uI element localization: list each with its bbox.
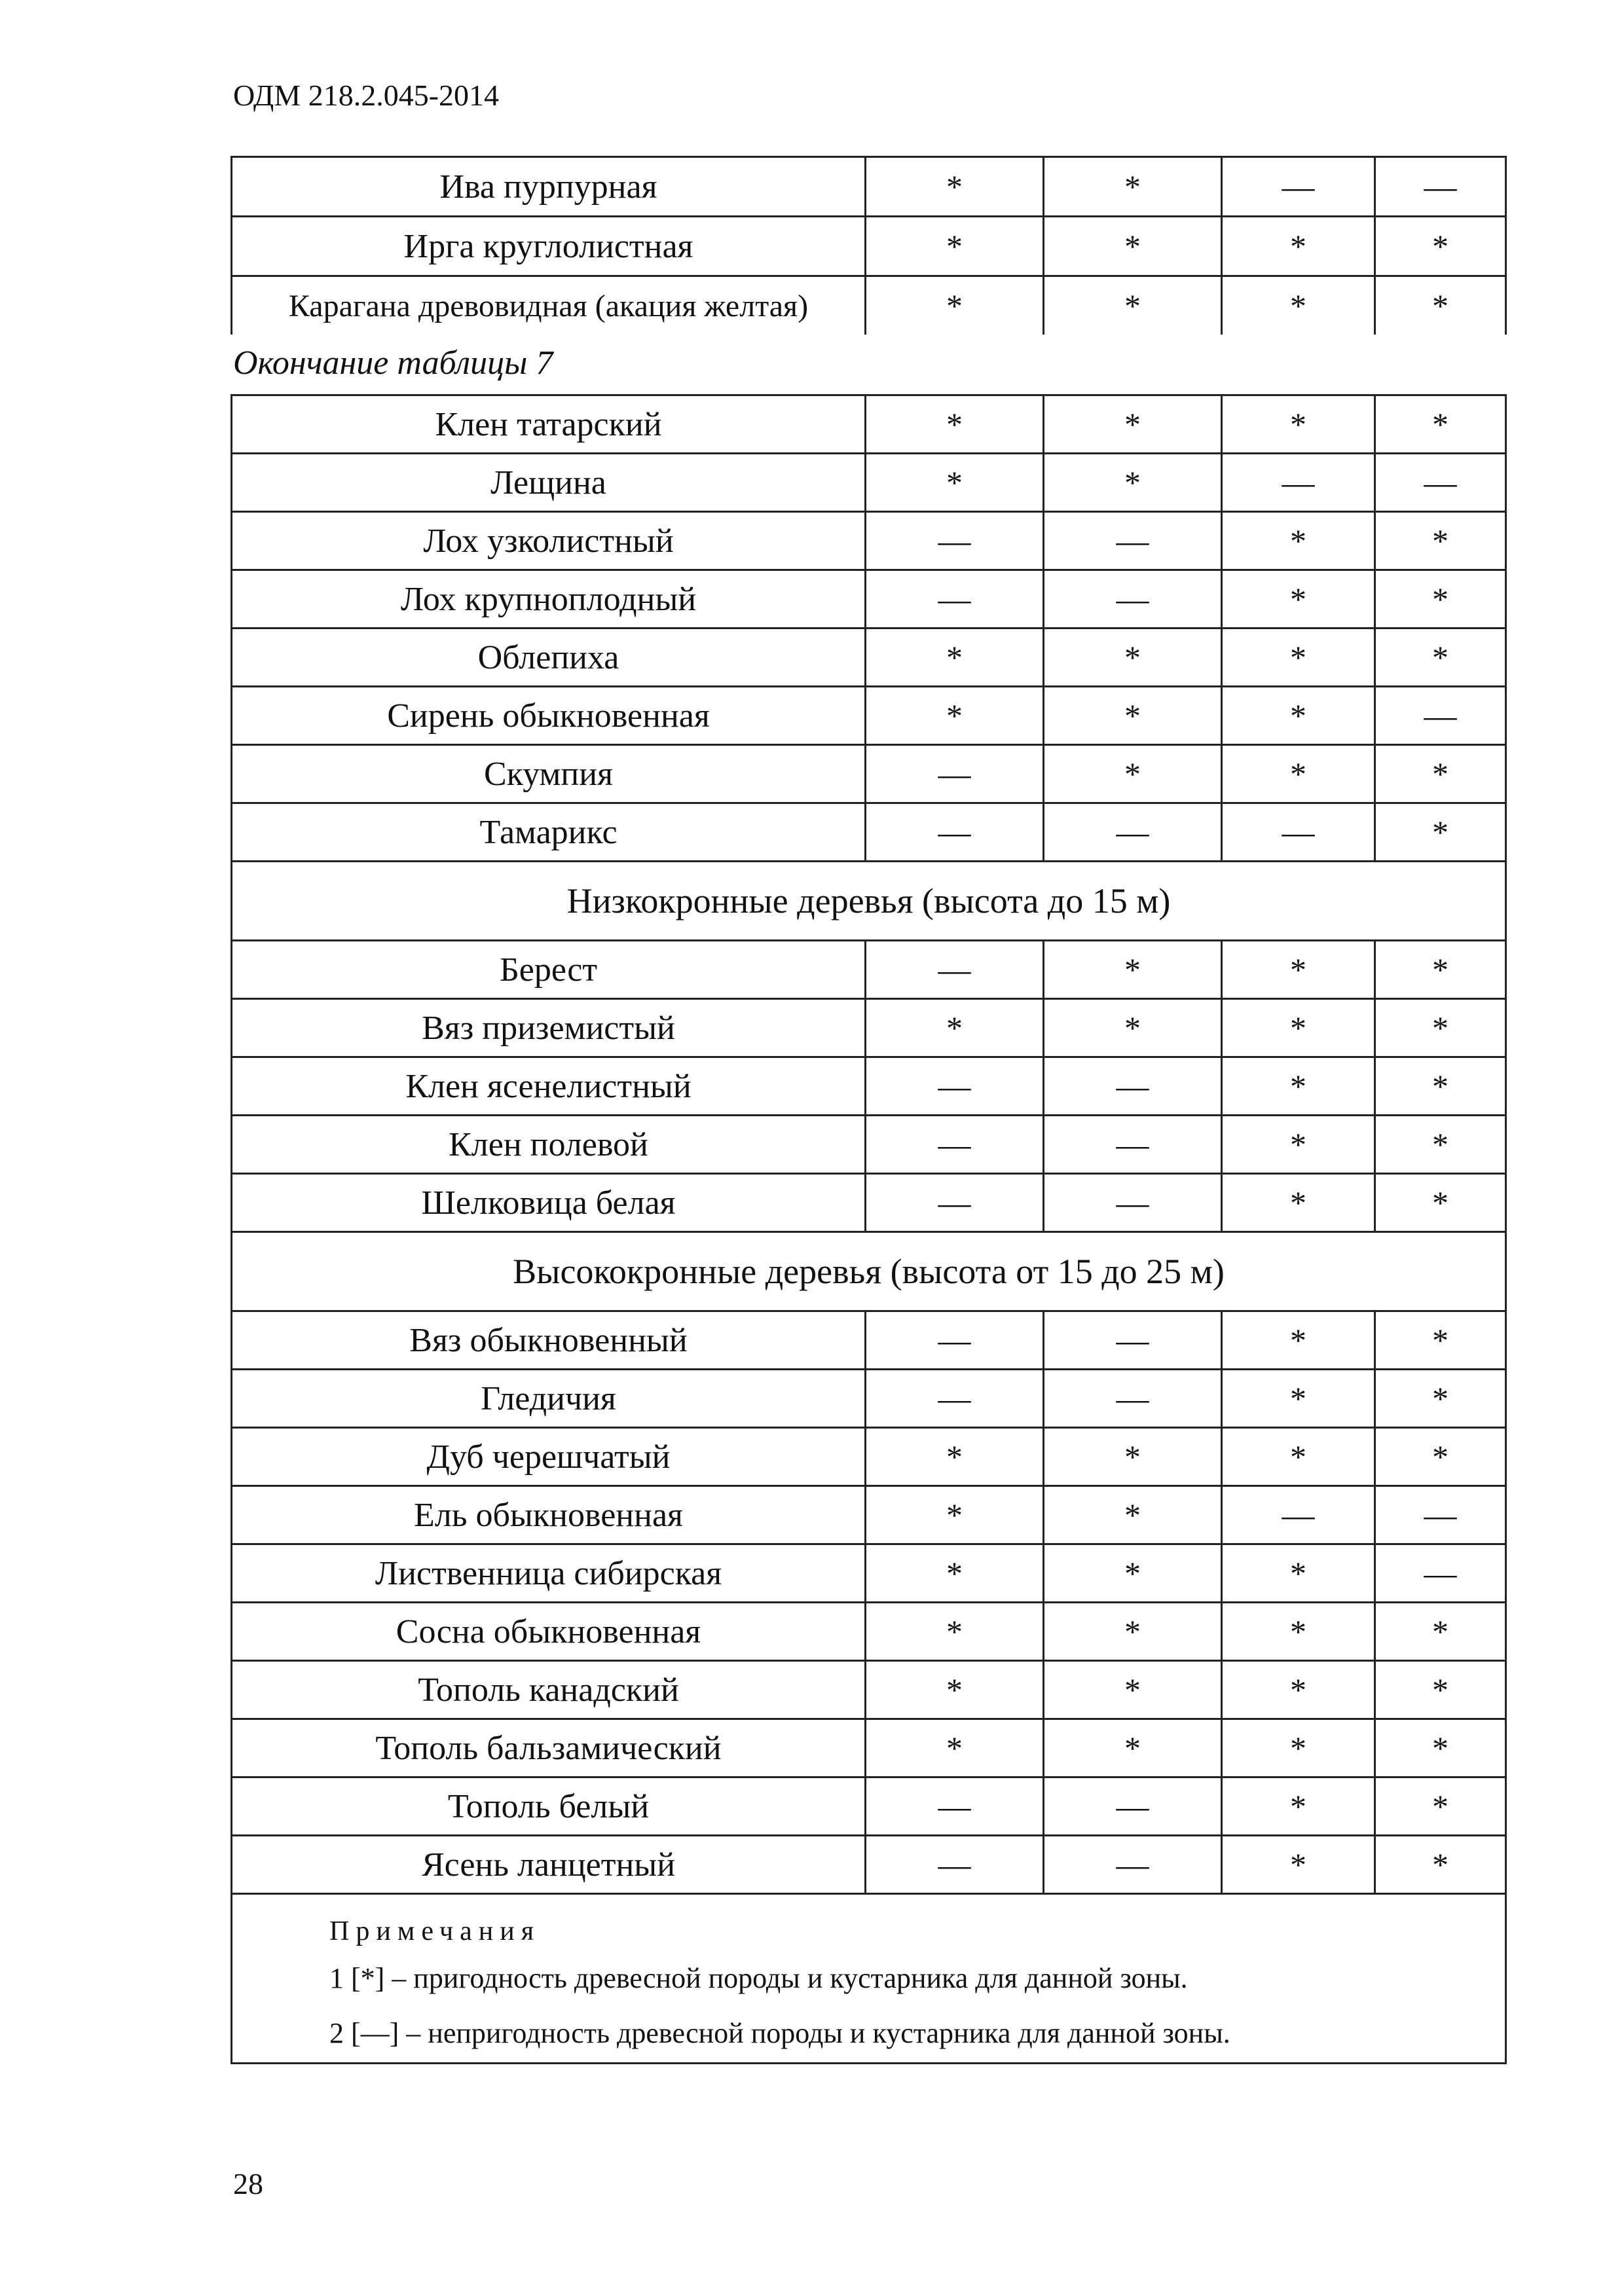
table-row (232, 454, 1506, 512)
suitability-mark: * (866, 157, 1044, 217)
species-name: Ирга круглолистная (232, 217, 866, 276)
species-name: Лох крупноплодный (232, 570, 866, 629)
table-low-trees-body (232, 941, 1506, 1232)
table-row (232, 1116, 1506, 1174)
suitability-mark: * (1375, 1603, 1506, 1661)
species-name: Шелковица белая (232, 1174, 866, 1232)
suitability-mark: * (1375, 395, 1506, 454)
table-row (232, 1057, 1506, 1116)
suitability-mark: — (866, 570, 1044, 629)
table-row (232, 1370, 1506, 1428)
suitability-mark: — (1044, 1777, 1222, 1836)
species-name: Вяз обыкновенный (232, 1311, 866, 1370)
suitability-mark: * (1044, 1486, 1222, 1544)
suitability-mark: * (1375, 1370, 1506, 1428)
table-row (232, 629, 1506, 687)
suitability-mark: * (1044, 1544, 1222, 1603)
suitability-mark: * (866, 217, 1044, 276)
suitability-mark: * (1222, 570, 1375, 629)
suitability-mark: * (866, 1428, 1044, 1486)
table-row (232, 1603, 1506, 1661)
suitability-mark: * (1222, 1603, 1375, 1661)
document-code: ОДМ 218.2.045-2014 (233, 79, 500, 112)
suitability-mark: — (1375, 454, 1506, 512)
species-name: Ива пурпурная (232, 157, 866, 217)
species-name: Сосна обыкновенная (232, 1603, 866, 1661)
species-name: Ель обыкновенная (232, 1486, 866, 1544)
suitability-mark: * (1222, 1174, 1375, 1232)
suitability-mark: * (1044, 1428, 1222, 1486)
suitability-mark: * (1375, 1836, 1506, 1894)
table-row (232, 941, 1506, 999)
table-row (232, 217, 1506, 276)
suitability-mark: — (1222, 157, 1375, 217)
table-section-low (232, 862, 1506, 941)
suitability-mark: * (1044, 941, 1222, 999)
suitability-mark: * (1044, 454, 1222, 512)
suitability-mark: — (1044, 1370, 1222, 1428)
suitability-mark: * (1375, 1057, 1506, 1116)
suitability-mark: — (1044, 1116, 1222, 1174)
table-row (232, 1311, 1506, 1370)
section-title-low-trees: Низкокронные деревья (высота до 15 м) (232, 862, 1506, 941)
species-name: Дуб черешчатый (232, 1428, 866, 1486)
suitability-mark: * (1375, 1174, 1506, 1232)
table-row (232, 512, 1506, 570)
table-row (232, 1544, 1506, 1603)
suitability-mark: * (1222, 1057, 1375, 1116)
suitability-mark: * (866, 1486, 1044, 1544)
suitability-mark: * (1222, 999, 1375, 1057)
section-header-row (232, 862, 1506, 941)
suitability-mark: — (866, 1174, 1044, 1232)
suitability-mark: * (1375, 1428, 1506, 1486)
suitability-mark: — (1222, 803, 1375, 862)
species-name: Карагана древовидная (акация желтая) (232, 276, 866, 335)
notes-title: Примечания (329, 1916, 541, 1946)
species-name: Лещина (232, 454, 866, 512)
suitability-mark: — (1375, 1486, 1506, 1544)
table-row (232, 745, 1506, 803)
species-name: Ясень ланцетный (232, 1836, 866, 1894)
species-name: Лиственница сибирская (232, 1544, 866, 1603)
suitability-mark: * (1044, 1603, 1222, 1661)
suitability-mark: * (1044, 629, 1222, 687)
suitability-mark: * (1222, 512, 1375, 570)
species-name: Облепиха (232, 629, 866, 687)
suitability-mark: — (1375, 1544, 1506, 1603)
table-row (232, 1777, 1506, 1836)
suitability-mark: * (1375, 803, 1506, 862)
suitability-mark: — (1222, 454, 1375, 512)
species-suitability-table (231, 394, 1507, 2064)
table-row (232, 687, 1506, 745)
page-number: 28 (233, 2167, 263, 2200)
suitability-mark: * (866, 1544, 1044, 1603)
suitability-mark: * (1222, 629, 1375, 687)
table-notes (232, 1894, 1506, 2064)
table-row (232, 1174, 1506, 1232)
suitability-mark: * (1375, 1311, 1506, 1370)
suitability-mark: * (1222, 1719, 1375, 1777)
suitability-mark: — (1375, 687, 1506, 745)
suitability-mark: * (1222, 395, 1375, 454)
species-name: Вяз приземистый (232, 999, 866, 1057)
notes-cell (232, 1894, 1506, 2064)
suitability-mark: * (1044, 687, 1222, 745)
suitability-mark: * (866, 1719, 1044, 1777)
species-name: Тополь белый (232, 1777, 866, 1836)
suitability-mark: — (1222, 1486, 1375, 1544)
table-high-trees-body (232, 1311, 1506, 1894)
suitability-mark: * (1375, 217, 1506, 276)
suitability-mark: — (866, 745, 1044, 803)
suitability-mark: * (1375, 512, 1506, 570)
suitability-mark: * (1375, 276, 1506, 335)
suitability-mark: * (1375, 1719, 1506, 1777)
suitability-mark: — (1044, 1057, 1222, 1116)
species-name: Клен полевой (232, 1116, 866, 1174)
table-row (232, 803, 1506, 862)
suitability-mark: * (1044, 395, 1222, 454)
suitability-mark: * (866, 999, 1044, 1057)
suitability-mark: * (866, 276, 1044, 335)
species-name: Клен татарский (232, 395, 866, 454)
suitability-mark: — (866, 1777, 1044, 1836)
table-row (232, 570, 1506, 629)
suitability-mark: * (1222, 1836, 1375, 1894)
suitability-mark: * (866, 1661, 1044, 1719)
suitability-mark: — (866, 941, 1044, 999)
table-row (232, 276, 1506, 335)
suitability-mark: * (1222, 1116, 1375, 1174)
table-continuation-label: Окончание таблицы 7 (233, 344, 553, 382)
suitability-mark: * (1222, 276, 1375, 335)
note-suitable: 1 [*] – пригодность древесной породы и кустарника для данной зоны. (329, 1962, 1188, 1994)
table-row (232, 1836, 1506, 1894)
suitability-mark: * (1375, 1777, 1506, 1836)
suitability-mark: * (1375, 745, 1506, 803)
suitability-mark: * (1375, 941, 1506, 999)
suitability-mark: * (866, 629, 1044, 687)
species-name: Тополь канадский (232, 1661, 866, 1719)
suitability-mark: * (1375, 1116, 1506, 1174)
suitability-mark: * (1222, 1777, 1375, 1836)
suitability-mark: — (866, 1057, 1044, 1116)
species-name: Берест (232, 941, 866, 999)
table-row (232, 395, 1506, 454)
suitability-mark: * (1222, 1661, 1375, 1719)
suitability-mark: * (1222, 687, 1375, 745)
suitability-mark: — (1044, 570, 1222, 629)
suitability-mark: * (1222, 941, 1375, 999)
table-fragment-top (231, 156, 1507, 335)
table-section-high (232, 1232, 1506, 1311)
suitability-mark: — (866, 1370, 1044, 1428)
section-title-high-trees: Высококронные деревья (высота от 15 до 25 м) (232, 1232, 1506, 1311)
suitability-mark: * (1044, 999, 1222, 1057)
table-top-body (232, 157, 1506, 335)
suitability-mark: — (866, 512, 1044, 570)
suitability-mark: * (1044, 745, 1222, 803)
suitability-mark: * (1222, 1544, 1375, 1603)
table-row (232, 157, 1506, 217)
note-unsuitable: 2 [—] – непригодность древесной породы и кустарника для данной зоны. (329, 2017, 1230, 2049)
species-name: Скумпия (232, 745, 866, 803)
suitability-mark: — (1044, 1311, 1222, 1370)
species-name: Лох узколистный (232, 512, 866, 570)
suitability-mark: * (866, 1603, 1044, 1661)
suitability-mark: * (1044, 157, 1222, 217)
table-shrubs-body (232, 395, 1506, 862)
suitability-mark: — (866, 1116, 1044, 1174)
suitability-mark: — (866, 1836, 1044, 1894)
table-row (232, 1428, 1506, 1486)
suitability-mark: * (1375, 570, 1506, 629)
suitability-mark: — (1044, 1174, 1222, 1232)
suitability-mark: * (1044, 1719, 1222, 1777)
species-name: Гледичия (232, 1370, 866, 1428)
species-name: Тополь бальзамический (232, 1719, 866, 1777)
suitability-mark: — (1044, 803, 1222, 862)
table-row (232, 999, 1506, 1057)
suitability-mark: * (1375, 999, 1506, 1057)
notes-row (232, 1894, 1506, 2064)
species-name: Тамарикс (232, 803, 866, 862)
suitability-mark: * (1222, 217, 1375, 276)
suitability-mark: * (1375, 1661, 1506, 1719)
suitability-mark: — (866, 1311, 1044, 1370)
suitability-mark: * (1375, 629, 1506, 687)
table-row (232, 1661, 1506, 1719)
table-row (232, 1719, 1506, 1777)
species-name: Клен ясенелистный (232, 1057, 866, 1116)
suitability-mark: — (1044, 1836, 1222, 1894)
suitability-mark: * (1222, 1311, 1375, 1370)
suitability-mark: — (1375, 157, 1506, 217)
suitability-mark: * (866, 687, 1044, 745)
suitability-mark: * (1044, 217, 1222, 276)
suitability-mark: * (866, 395, 1044, 454)
suitability-mark: * (1044, 276, 1222, 335)
suitability-mark: * (1222, 745, 1375, 803)
suitability-mark: * (1222, 1370, 1375, 1428)
suitability-mark: — (866, 803, 1044, 862)
suitability-mark: — (1044, 512, 1222, 570)
species-name: Сирень обыкновенная (232, 687, 866, 745)
suitability-mark: * (866, 454, 1044, 512)
section-header-row (232, 1232, 1506, 1311)
suitability-mark: * (1044, 1661, 1222, 1719)
table-row (232, 1486, 1506, 1544)
suitability-mark: * (1222, 1428, 1375, 1486)
